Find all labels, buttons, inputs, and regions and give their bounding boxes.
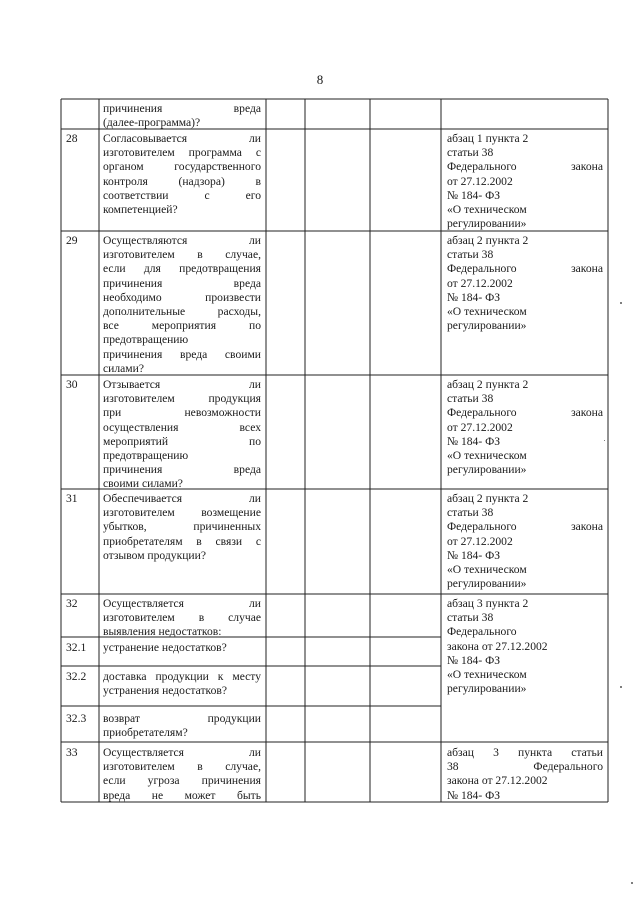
ref-line: № 184- ФЗ <box>447 188 501 202</box>
question-line: изготовителем продукция <box>103 392 261 406</box>
ref-line: № 184- ФЗ <box>447 653 501 667</box>
question-line: приобретателям? <box>103 726 188 740</box>
question-line: при невозможности <box>103 406 261 420</box>
row-number: 29 <box>66 234 78 247</box>
ref-line: абзац 2 пункта 2 <box>447 492 529 505</box>
question-line: Осуществляется ли <box>103 597 261 610</box>
question-line: Согласовывается ли <box>103 132 261 145</box>
question-line: необходимо произвести <box>103 290 261 304</box>
ref-line: статьи 38 <box>447 146 494 160</box>
ref-line: закона от 27.12.2002 <box>447 639 548 653</box>
question-line: убытков, причиненных <box>103 520 261 534</box>
ref-line: № 184- ФЗ <box>447 434 501 448</box>
question-line: Осуществляются ли <box>103 234 261 247</box>
ref-line: закона от 27.12.2002 <box>447 774 548 788</box>
question-line: Осуществляется ли <box>103 746 261 759</box>
ref-line: № 184- ФЗ <box>447 290 501 304</box>
question-line: Обеспечивается ли <box>103 492 261 505</box>
row-number: 32.3 <box>66 712 87 725</box>
question-line: если угроза причинения <box>103 774 261 788</box>
question-line: компетенцией? <box>103 203 178 217</box>
ref-line: регулировании» <box>447 217 527 231</box>
question-line: изготовителем в случае, <box>103 248 261 262</box>
ref-line: регулировании» <box>447 463 527 477</box>
scan-speck <box>604 440 605 441</box>
question-line: предотвращению <box>103 449 189 463</box>
question-line: приобретателям в связи с <box>103 534 261 548</box>
ref-line: № 184- ФЗ <box>447 548 501 562</box>
question-line: Отзывается ли <box>103 378 261 391</box>
ref-line: абзац 1 пункта 2 <box>447 132 529 145</box>
row-number: 32 <box>66 597 78 610</box>
question-cell <box>103 378 261 492</box>
ref-line: «О техническом <box>447 203 527 217</box>
question-cell <box>103 670 261 698</box>
ref-line: № 184- ФЗ <box>447 788 501 802</box>
question-line: контроля (надзора) в <box>103 174 261 188</box>
legal-reference-cell <box>447 746 603 803</box>
legal-reference-cell <box>447 492 603 591</box>
ref-line: «О техническом <box>447 305 527 319</box>
ref-line: Федерального закона <box>447 262 603 276</box>
ref-line: от 27.12.2002 <box>447 420 513 434</box>
scan-speck <box>620 686 622 688</box>
question-line: предотвращению <box>103 333 189 347</box>
question-cell <box>103 234 261 376</box>
question-line: дополнительные расходы, <box>103 305 261 319</box>
ref-line: Федерального закона <box>447 520 603 534</box>
question-line: силами? <box>103 361 144 375</box>
ref-line: Федерального закона <box>447 160 603 174</box>
question-cell <box>103 712 261 740</box>
ref-line: «О техническом <box>447 563 527 577</box>
ref-line: статьи 38 <box>447 392 494 406</box>
question-line: причинения вреда <box>103 102 261 115</box>
scan-speck <box>620 302 622 304</box>
question-line: изготовителем возмещение <box>103 506 261 520</box>
question-line: вреда не может быть <box>103 788 261 802</box>
row-number: 33 <box>66 746 78 759</box>
question-cell <box>103 597 261 640</box>
row-number: 28 <box>66 132 78 145</box>
question-line: изготовителем программа с <box>103 146 261 160</box>
question-line: мероприятий по <box>103 434 261 448</box>
ref-line: «О техническом <box>447 668 527 682</box>
question-cell <box>103 641 261 655</box>
question-line: соответствии с его <box>103 188 261 202</box>
ref-line: от 27.12.2002 <box>447 534 513 548</box>
question-line: доставка продукции к месту <box>103 670 261 683</box>
question-line: осуществления всех <box>103 420 261 434</box>
ref-line: от 27.12.2002 <box>447 276 513 290</box>
ref-line: регулировании» <box>447 682 527 696</box>
question-line: если для предотвращения <box>103 262 261 276</box>
question-line: устранение недостатков? <box>103 641 227 654</box>
ref-line: регулировании» <box>447 319 527 333</box>
question-cell <box>103 492 261 563</box>
row-number: 32.1 <box>66 641 87 654</box>
legal-reference-cell <box>447 234 603 333</box>
question-cell <box>103 132 261 217</box>
question-cell <box>103 746 261 803</box>
page-number: 8 <box>316 72 324 87</box>
ref-line: статьи 38 <box>447 611 494 625</box>
row-number: 32.2 <box>66 670 87 683</box>
legal-reference-cell <box>447 378 603 477</box>
row-number: 31 <box>66 492 78 505</box>
question-line: все мероприятия по <box>103 319 261 333</box>
question-line: отзывом продукции? <box>103 548 206 562</box>
question-line: причинения вреда <box>103 276 261 290</box>
question-line: причинения вреда <box>103 463 261 477</box>
question-line: причинения вреда своими <box>103 347 261 361</box>
row-number: 30 <box>66 378 78 391</box>
question-line: возврат продукции <box>103 712 261 725</box>
question-line: (далее-программа)? <box>103 116 201 130</box>
ref-line: 38 Федерального <box>447 760 603 774</box>
question-line: устранения недостатков? <box>103 684 227 698</box>
question-cell <box>103 102 261 130</box>
question-line: органом государственного <box>103 160 261 174</box>
scan-speck <box>631 882 633 884</box>
question-line: изготовителем в случае, <box>103 760 261 774</box>
ref-line: Федерального закона <box>447 406 603 420</box>
ref-line: абзац 3 пункта статьи <box>447 746 603 759</box>
ref-line: абзац 2 пункта 2 <box>447 378 529 391</box>
ref-line: статьи 38 <box>447 506 494 520</box>
ref-line: абзац 2 пункта 2 <box>447 234 529 247</box>
ref-line: статьи 38 <box>447 248 494 262</box>
question-line: выявления недостатков: <box>103 625 222 639</box>
ref-line: «О техническом <box>447 449 527 463</box>
legal-reference-cell <box>447 597 603 696</box>
ref-line: Федерального <box>447 625 517 639</box>
question-line: изготовителем в случае <box>103 611 261 625</box>
ref-line: регулировании» <box>447 577 527 591</box>
legal-reference-cell <box>447 132 603 231</box>
question-line: своими силами? <box>103 477 183 491</box>
ref-line: абзац 3 пункта 2 <box>447 597 529 610</box>
ref-line: от 27.12.2002 <box>447 174 513 188</box>
